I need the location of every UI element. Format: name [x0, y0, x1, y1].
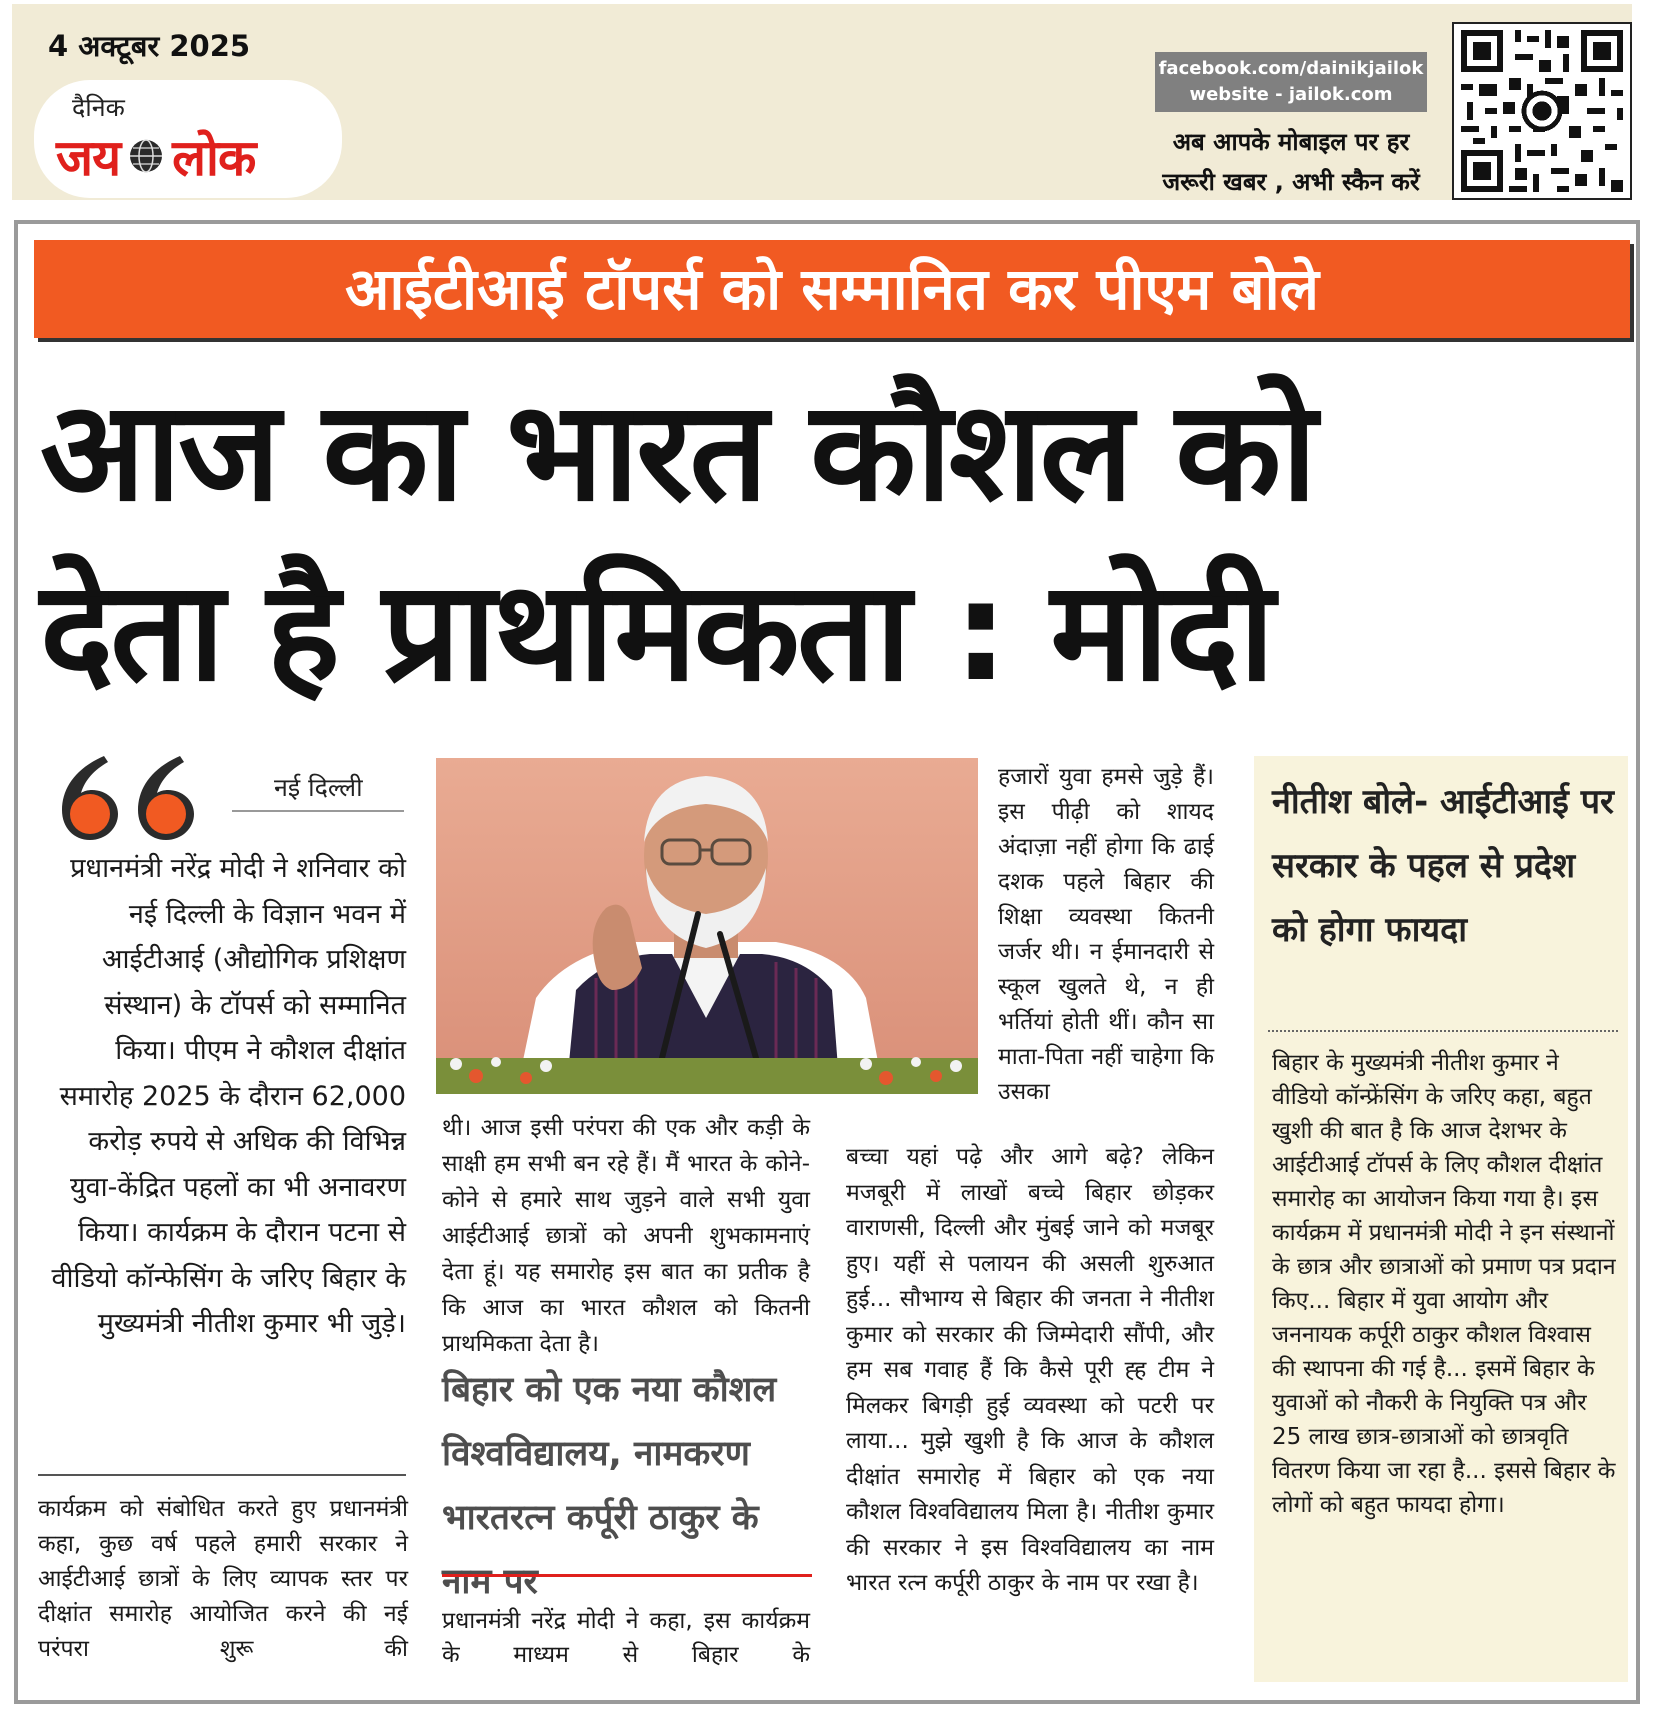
qr-code-icon[interactable] [1452, 22, 1632, 200]
sidebar-box [1254, 756, 1628, 1682]
masthead [12, 4, 1632, 200]
globe-icon [128, 138, 164, 174]
headline-line-1: आज का भारत कौशल को [40, 371, 1315, 532]
facebook-link[interactable]: facebook.com/dainikjailok [1158, 58, 1424, 79]
sidebar-body: बिहार के मुख्यमंत्री नीतीश कुमार ने वीडियो कॉन्फ्रेंसिंग के जरिए कहा, बहुत खुशी की बात है कि आज देशभर के आईटीआई टॉपर्स के लिए कौशल दीक्षांत समारोह का आयोजन किया गया है। इस कार्यक्रम में प्रधानमंत्री मोदी ने इन संस्थानों के छात्र और छात्राओं को प्रमाण पत्र प्रदान किए... बिहार में युवा आयोग और जननायक कर्पूरी ठाकुर कौशल विश्वास की स्थापना की गई है... इसमें बिहार के युवाओं को नौकरी के नियुक्ति पत्र और 25 लाख छात्र-छात्राओं को छात्रवृति वितरण किया जा रहा है... इससे बिहार के लोगों को बहुत फायदा होगा। [1272, 1050, 1616, 1518]
quote-mark-icon [130, 752, 200, 844]
divider [442, 1574, 812, 1577]
body-paragraph: हजारों युवा हमसे जुड़े हैं। इस पीढ़ी को शायद अंदाज़ा नहीं होगा कि ढाई दशक पहले बिहार की शिक्षा व्यवस्था कितनी जर्जर थी। न ईमानदारी से स्कूल खुलते थे, न ही भर्तियां होती थीं। कौन सा माता-पिता नहीं चाहेगा कि उसका [998, 764, 1214, 1105]
social-links [1155, 52, 1427, 112]
main-headline [40, 362, 1640, 722]
headline-line-2: देता है प्राथमिकता : मोदी [40, 551, 1272, 712]
scan-prompt-line2: जरूरी खबर , अभी स्कैन करें [1162, 168, 1420, 196]
logo-word-left: जय [56, 129, 121, 187]
divider [1268, 1030, 1618, 1032]
divider [232, 810, 404, 812]
logo-prefix: दैनिक [72, 93, 125, 122]
quote-mark-icon [54, 752, 124, 844]
sidebar-headline: नीतीश बोले- आईटीआई पर सरकार के पहल से प्रदेश को होगा फायदा [1272, 782, 1614, 950]
logo-wordmark [56, 122, 255, 190]
subheadline: बिहार को एक नया कौशल विश्वविद्यालय, नामकरण भारतरत्न कर्पूरी ठाकुर के नाम पर [442, 1370, 777, 1602]
newspaper-logo[interactable] [34, 80, 342, 198]
body-paragraph: थी। आज इसी परंपरा की एक और कड़ी के साक्षी हम सभी बन रहे हैं। मैं भारत के कोने-कोने से हमारे साथ जुड़ने वाले सभी युवा आईटीआई छात्रों को अपनी शुभकामनाएं देता हूं। यह समारोह इस बात का प्रतीक है कि आज का भारत कौशल को कितनी प्राथमिकता देता है। [442, 1115, 810, 1357]
issue-date: 4 अक्टूबर 2025 [48, 29, 251, 63]
website-link[interactable]: website - jailok.com [1189, 84, 1393, 105]
lead-paragraph: प्रधानमंत्री नरेंद्र मोदी ने शनिवार को नई दिल्ली के विज्ञान भवन में आईटीआई (औद्योगिक प्रशिक्षण संस्थान) के टॉपर्स को सम्मानित किया। पीएम ने कौशल दीक्षांत समारोह 2025 के दौरान 62,000 करोड़ रुपये से अधिक की विभिन्न युवा-केंद्रित पहलों का भी अनावरण किया। कार्यक्रम के दौरान पटना से वीडियो कॉन्फेसिंग के जरिए बिहार के मुख्यमंत्री नीतीश कुमार भी जुड़े। [51, 853, 406, 1339]
pm-speech-photo [436, 758, 978, 1094]
scan-prompt-line1: अब आपके मोबाइल पर हर [1172, 128, 1410, 156]
scan-prompt [1155, 122, 1427, 202]
dateline: नई दिल्ली [274, 773, 363, 802]
kicker-banner: आईटीआई टॉपर्स को सम्मानित कर पीएम बोले [34, 240, 1630, 338]
body-paragraph: कार्यक्रम को संबोधित करते हुए प्रधानमंत्री कहा, कुछ वर्ष पहले हमारी सरकार ने आईटीआई छात्रों के लिए व्यापक स्तर पर दीक्षांत समारोह आयोजित करने की नई परंपरा शुरू की [38, 1496, 408, 1662]
body-paragraph: बच्चा यहां पढ़े और आगे बढ़े? लेकिन मजबूरी में लाखों बच्चे बिहार छोड़कर वाराणसी, दिल्ली और मुंबई जाने को मजबूर हुए। यहीं से पलायन की असली शुरुआत हुई... सौभाग्य से बिहार की जनता ने नीतीश कुमार को सरकार की जिम्मेदारी सौंपी, और हम सब गवाह हैं कि कैसे पूरी ह्ह टीम ने मिलकर बिगड़ी हुई व्यवस्था को पटरी पर लाया... मुझे खुशी है कि आज के कौशल दीक्षांत समारोह में बिहार को एक नया कौशल विश्वविद्यालय मिला है। नीतीश कुमार की सरकार ने इस विश्वविद्यालय का नाम भारत रत्न कर्पूरी ठाकुर के नाम पर रखा है। [846, 1144, 1214, 1596]
divider [38, 1474, 406, 1476]
logo-word-right: लोक [172, 129, 256, 187]
body-paragraph: प्रधानमंत्री नरेंद्र मोदी ने कहा, इस कार्यक्रम के माध्यम से बिहार के [442, 1608, 810, 1668]
